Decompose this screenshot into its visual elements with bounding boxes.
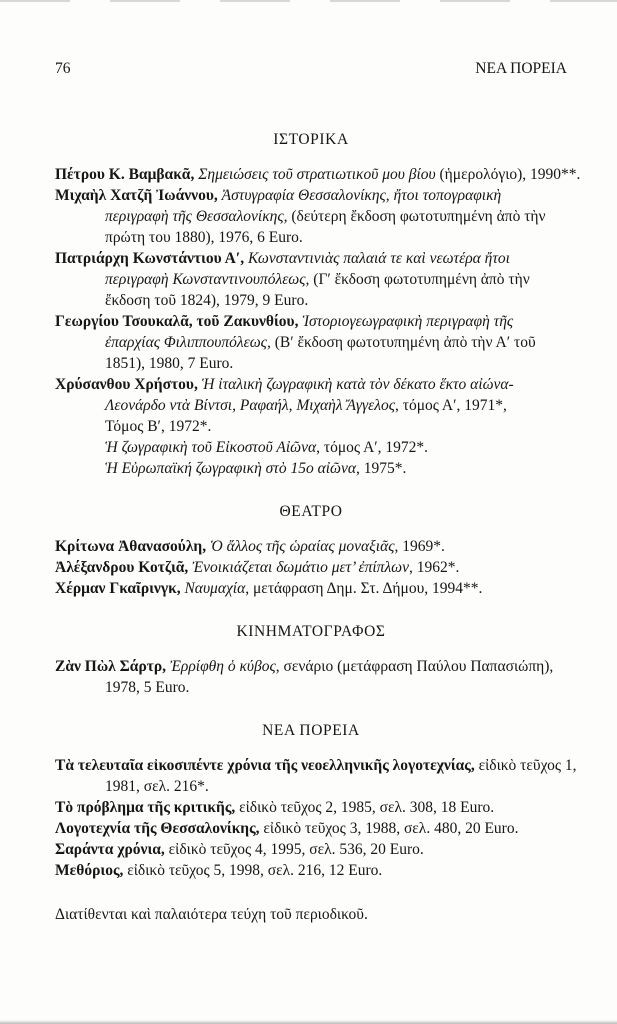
text-segment: , μετάφραση Δημ. Στ. Δήμου, 1994**. — [245, 580, 483, 597]
entry-line — [55, 227, 567, 248]
text-segment: Λογοτεχνία τῆς Θεσσαλονίκης, — [55, 820, 264, 837]
entry-line — [55, 206, 567, 227]
text-segment: , 1969*. — [394, 538, 445, 555]
text-segment: ἔκδοση τοῦ 1824), 1979, 9 Euro. — [105, 292, 309, 309]
text-segment: (δεύτερη ἔκδοση φωτοτυπημένη ἀπὸ τὴν — [291, 208, 546, 225]
entry-line — [55, 818, 567, 839]
text-segment: Πέτρου Κ. Βαμβακᾶ, — [55, 166, 199, 183]
entry-line — [55, 839, 567, 860]
text-segment: εἰδικὸ τεῦχος 1, — [478, 757, 577, 774]
text-segment: Τὸ πρόβλημα τῆς κριτικῆς, — [55, 799, 240, 816]
entry-line — [55, 374, 567, 395]
entry-line — [55, 776, 567, 797]
entry-line — [55, 557, 567, 578]
section-body — [55, 536, 567, 599]
text-segment: Ἡ ζωγραφικὴ τοῦ Εἰκοστοῦ Αἰῶνα — [105, 439, 317, 456]
text-segment: ἐπαρχίας Φιλιππουπόλεως, — [105, 334, 275, 351]
text-segment: 1981, σελ. 216*. — [105, 778, 209, 795]
entry-line — [55, 353, 567, 374]
entry-line — [55, 437, 567, 458]
scan-artifact-top-edge — [0, 0, 617, 2]
section-body — [55, 755, 577, 881]
text-segment: περιγραφὴ Κωνσταντινουπόλεως, — [105, 271, 314, 288]
text-segment: Ἀστυγραφία Θεσσαλονίκης, ἤτοι τοπογραφικὴ — [221, 187, 502, 204]
text-segment: εἰδικὸ τεῦχος 2, 1985, σελ. 308, 18 Euro. — [239, 799, 495, 816]
text-segment: (ἡμερολόγιο), 1990**. — [435, 166, 581, 183]
text-segment: Πατριάρχη Κωνστάντιου Α′, — [55, 250, 248, 267]
text-segment: Σαράντα χρόνια, — [55, 841, 169, 858]
entry-line — [55, 578, 567, 599]
section-body — [55, 164, 581, 479]
section-heading: ΝΕΑ ΠΟΡΕΙΑ — [262, 722, 360, 739]
section-heading: ΘΕΑΤΡΟ — [279, 503, 343, 520]
bibliography-entry — [55, 374, 567, 479]
section-body — [55, 656, 567, 698]
entry-line — [55, 248, 567, 269]
text-segment: Τόμος Β′, 1972*. — [105, 418, 212, 435]
bibliography-entry — [55, 185, 567, 248]
running-title: ΝΕΑ ΠΟΡΕΙΑ — [475, 60, 567, 77]
text-segment: εἰδικὸ τεῦχος 3, 1988, σελ. 480, 20 Euro. — [263, 820, 519, 837]
text-segment: 1978, 5 Euro. — [105, 679, 190, 696]
section-heading: ΚΙΝΗΜΑΤΟΓΡΑΦΟΣ — [236, 623, 386, 640]
bibliography-entry — [55, 311, 567, 374]
text-segment: Γεωργίου Τσουκαλᾶ, τοῦ Ζακυνθίου, — [55, 313, 303, 330]
entry-line — [55, 185, 567, 206]
text-segment: Ἡ ἰταλικὴ ζωγραφικὴ κατὰ τὸν δέκατο ἕκτο αἰώνα- — [201, 376, 514, 393]
text-segment: Ἀλέξανδρου Κοτζιᾶ, — [55, 559, 193, 576]
text-segment: Χρύσανθου Χρήστου, — [55, 376, 202, 393]
text-segment: (Γ′ ἔκδοση φωτοτυπημένη ἀπὸ τὴν — [313, 271, 530, 288]
text-segment: Ἐρρίφθη ὁ κύβος — [169, 658, 276, 675]
text-segment: (Β′ ἔκδοση φωτοτυπημένη ἀπὸ τὴν Α′ τοῦ — [274, 334, 536, 351]
bibliography-entry — [55, 578, 567, 599]
text-segment: , τόμος Α′, 1971*, — [394, 397, 507, 414]
text-segment: Ναυμαχία — [184, 580, 246, 597]
text-segment: Κωνσταντινιὰς παλαιά τε καὶ νεωτέρα ἤτοι — [247, 250, 510, 267]
text-segment: Ὁ ἄλλος τῆς ὡραίας μοναξιᾶς — [210, 538, 395, 555]
text-segment: Σημειώσεις τοῦ στρατιωτικοῦ μου βίου — [198, 166, 436, 183]
text-segment: περιγραφὴ τῆς Θεσσαλονίκης, — [105, 208, 292, 225]
text-segment: εἰδικὸ τεῦχος 5, 1998, σελ. 216, 12 Euro. — [127, 862, 383, 879]
availability-note: Διατίθενται καὶ παλαιότερα τεύχη τοῦ περιοδικοῦ. — [55, 906, 368, 923]
text-segment: 1851), 1980, 7 Euro. — [105, 355, 234, 372]
text-segment: Μιχαὴλ Χατζῆ Ἰωάννου, — [55, 187, 222, 204]
text-segment: Μεθόριος, — [55, 862, 128, 879]
text-segment: , τόμος Α′, 1972*. — [316, 439, 429, 456]
text-segment: , 1962*. — [408, 559, 460, 576]
entry-line — [55, 755, 577, 776]
text-segment: Ἡ Εὐρωπαϊκή ζωγραφικὴ στὸ 15ο αἰῶνα — [105, 460, 357, 477]
bibliography-entry — [55, 164, 581, 185]
bibliography-entry — [55, 818, 567, 839]
bibliography-entry — [55, 248, 567, 311]
text-segment: , 1975*. — [356, 460, 407, 477]
text-segment: Κρίτωνα Ἀθανασούλη, — [55, 538, 210, 555]
entry-line — [55, 332, 567, 353]
text-segment: , σενάριο (μετάφραση Παύλου Παπασιώπη), — [275, 658, 554, 675]
page-content — [55, 60, 581, 925]
text-segment: εἰδικὸ τεῦχος 4, 1995, σελ. 536, 20 Euro. — [168, 841, 424, 858]
bibliography-entry — [55, 839, 567, 860]
entry-line — [55, 269, 567, 290]
bibliography-entry — [55, 656, 567, 698]
entry-line — [55, 458, 567, 479]
entry-line — [55, 860, 567, 881]
entry-line — [55, 797, 567, 818]
bibliography-entry — [55, 557, 567, 578]
text-segment: Ζὰν Πὼλ Σάρτρ, — [55, 658, 170, 675]
text-segment: Τὰ τελευταῖα εἰκοσιπέντε χρόνια τῆς νεοελληνικῆς λογοτεχνίας, — [55, 757, 479, 774]
text-segment: Ἐνοικιάζεται δωμάτιο μετ’ ἐπίπλων — [192, 559, 409, 576]
entry-line — [55, 416, 567, 437]
section-heading: ΙΣΤΟΡΙΚΑ — [273, 131, 349, 148]
entry-line — [55, 536, 567, 557]
text-segment: Χέρμαν Γκαῖρινγκ, — [55, 580, 185, 597]
bibliography-entry — [55, 797, 567, 818]
entry-line — [55, 395, 567, 416]
entry-line — [55, 290, 567, 311]
page-header — [55, 60, 567, 78]
text-segment: πρώτη του 1880), 1976, 6 Euro. — [105, 229, 303, 246]
entry-line — [55, 656, 567, 677]
bibliography-entry — [55, 755, 577, 797]
text-segment: Ἱστοριογεωγραφικὴ περιγραφὴ τῆς — [302, 313, 514, 330]
entry-line — [55, 311, 567, 332]
entry-line — [55, 677, 567, 698]
page-number: 76 — [55, 60, 71, 77]
bibliography-entry — [55, 536, 567, 557]
bibliography-entry — [55, 860, 567, 881]
text-segment: Λεονάρδο ντὰ Βίντσι, Ραφαήλ, Μιχαὴλ Ἄγγελος — [105, 397, 395, 414]
sections-container — [55, 131, 581, 881]
entry-line — [55, 164, 581, 185]
scan-artifact-bottom-edge — [0, 1020, 617, 1024]
